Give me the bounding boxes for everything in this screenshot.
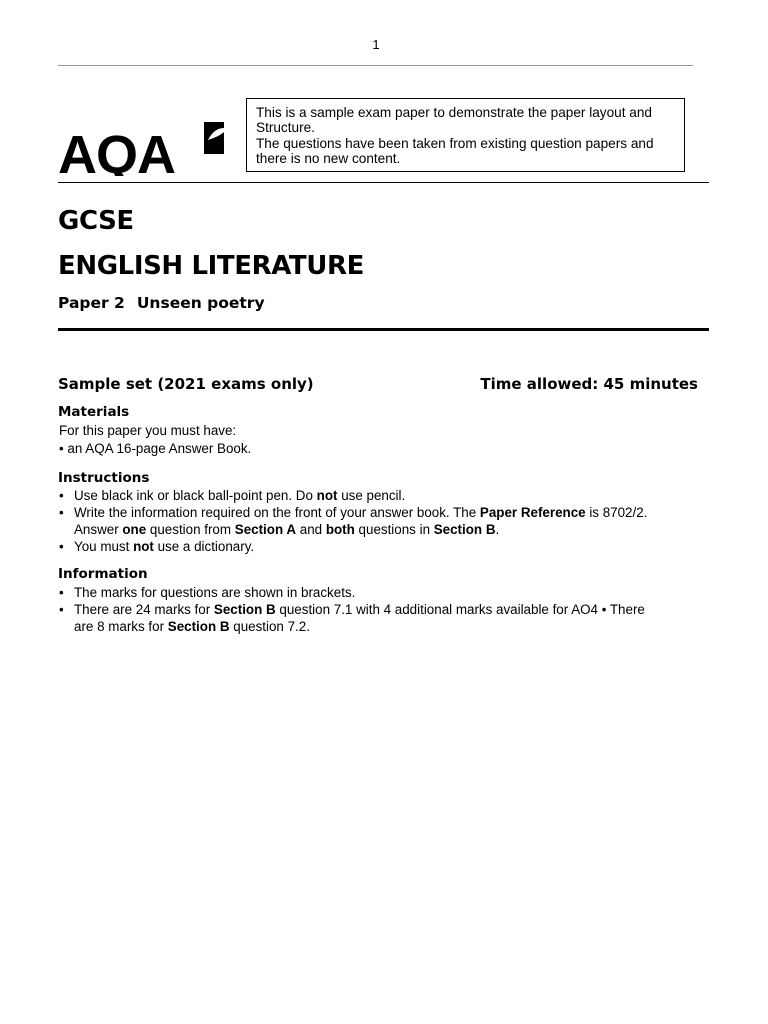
- information-heading: Information: [58, 566, 148, 582]
- page-number: 1: [372, 37, 380, 52]
- paper-number: Paper 2: [58, 294, 125, 312]
- header-rule: [58, 65, 693, 66]
- leaf-mark-icon: [204, 122, 224, 154]
- list-item: • Write the information required on the front of your answer book. The Paper Reference is 8702/2. Answer one question from Section A and both questions in Section B.: [59, 505, 648, 537]
- notice-line: This is a sample exam paper to demonstrate the paper layout and: [256, 105, 652, 120]
- notice-line: The questions have been taken from existing question papers and: [256, 135, 654, 151]
- notice-line: there is no new content.: [256, 151, 401, 167]
- list-item: • You must not use a dictionary.: [59, 539, 255, 554]
- subject-title: ENGLISH LITERATURE: [58, 251, 364, 281]
- aqa-logo: [58, 118, 228, 176]
- information-list: [58, 584, 645, 635]
- instructions-list: [58, 487, 647, 555]
- title-rule: [58, 182, 709, 183]
- sample-set-label: Sample set (2021 exams only): [58, 375, 314, 393]
- list-item: • There are 24 marks for Section B question 7.1 with 4 additional marks available for AO4 • There are 8 marks for Section B question 7.2.: [59, 602, 645, 634]
- paper-title: [58, 293, 265, 313]
- paper-name: Unseen poetry: [136, 294, 265, 312]
- time-allowed-label: Time allowed: 45 minutes: [480, 375, 698, 393]
- materials-intro: For this paper you must have:: [59, 423, 237, 438]
- instructions-heading: Instructions: [58, 470, 150, 486]
- list-item: • Use black ink or black ball-point pen. Do not use pencil.: [59, 488, 406, 503]
- materials-heading: Materials: [58, 404, 130, 420]
- notice-line: Structure.: [256, 120, 315, 136]
- thick-rule: [58, 328, 709, 331]
- sample-notice-box: [246, 98, 685, 172]
- materials-item: • an AQA 16-page Answer Book.: [59, 441, 252, 456]
- aqa-logo-icon: [58, 118, 228, 176]
- logo-text: AQA: [58, 125, 175, 176]
- list-item: • The marks for questions are shown in brackets.: [59, 585, 356, 600]
- qualification-level: GCSE: [58, 206, 134, 236]
